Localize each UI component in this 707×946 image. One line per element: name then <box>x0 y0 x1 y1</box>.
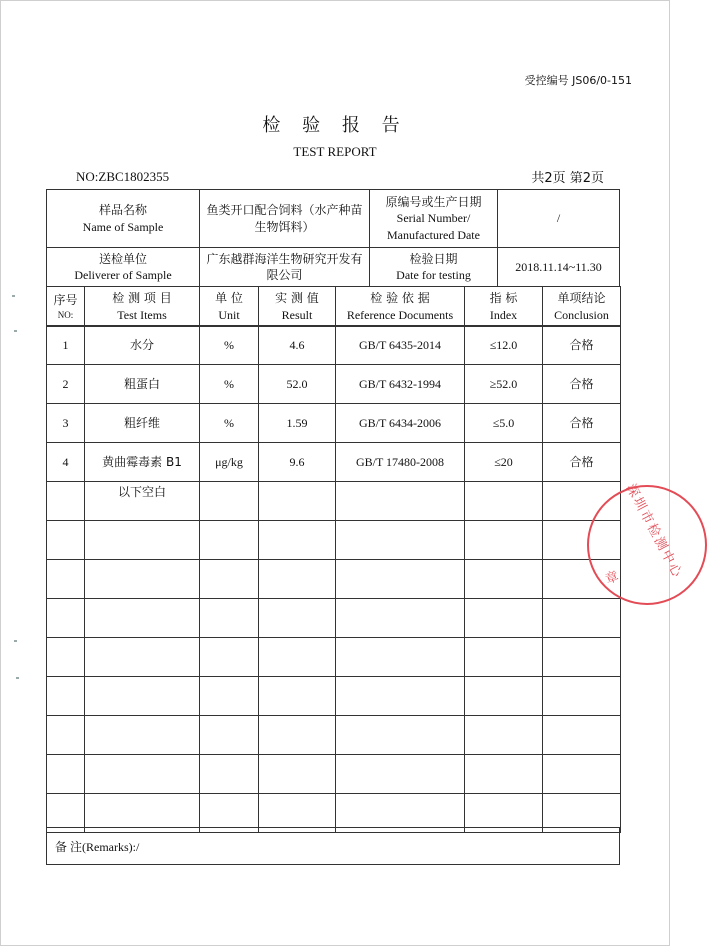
table-cell-reference <box>335 598 465 638</box>
cell-text: 9.6 <box>289 454 305 469</box>
table-cell-unit <box>199 637 259 677</box>
column-header-en: Index <box>489 307 518 322</box>
column-header-item <box>84 286 200 327</box>
table-cell-reference <box>335 481 465 521</box>
table-cell-reference <box>335 442 465 482</box>
table-cell-unit <box>199 403 259 443</box>
column-header-cn: 序号 <box>53 293 78 308</box>
table-cell-reference <box>335 364 465 404</box>
table-cell-result <box>258 403 336 443</box>
table-cell-item <box>84 559 200 599</box>
deliverer-label-en: Deliverer of Sample <box>74 268 172 282</box>
table-cell-no <box>46 325 85 365</box>
sample-name-label-en: Name of Sample <box>82 219 164 234</box>
column-header-cn: 单 位 <box>215 291 243 306</box>
column-header-cn: 单项结论 <box>557 291 606 306</box>
table-cell-result <box>258 637 336 677</box>
table-cell-reference <box>335 403 465 443</box>
cell-text: 2 <box>62 376 69 391</box>
column-header-index <box>464 286 543 327</box>
column-header-en: NO: <box>57 309 74 320</box>
test-date-label <box>369 247 498 287</box>
sample-name-label <box>46 189 200 248</box>
test-date-label-cn: 检验日期 <box>409 251 458 266</box>
cell-text: GB/T 6432-1994 <box>358 376 442 391</box>
table-cell-item <box>84 637 200 677</box>
cell-text: % <box>224 415 234 430</box>
cell-text: 1 <box>62 337 69 352</box>
table-cell-result <box>258 442 336 482</box>
table-cell-conclusion <box>542 442 621 482</box>
column-header-cn: 实 测 值 <box>275 291 319 306</box>
cell-text: % <box>224 337 234 352</box>
table-cell-reference <box>335 715 465 755</box>
table-cell-unit <box>199 364 259 404</box>
column-header-reference <box>335 286 465 327</box>
cell-text: ≥52.0 <box>489 376 518 391</box>
column-header-cn: 检 测 项 目 <box>112 291 172 306</box>
table-cell-no <box>46 715 85 755</box>
serial-label-en1: Serial Number/ <box>396 211 471 226</box>
cell-text: GB/T 6435-2014 <box>358 337 442 352</box>
table-cell-index <box>464 598 543 638</box>
remarks-row <box>46 827 620 865</box>
cell-text: GB/T 6434-2006 <box>358 415 442 430</box>
table-cell-result <box>258 676 336 716</box>
table-cell-index <box>464 325 543 365</box>
sample-name-value: 鱼类开口配合饲料（水产种苗生物饵料） <box>199 189 370 248</box>
column-header-en: Unit <box>218 307 240 322</box>
table-cell-item <box>84 715 200 755</box>
table-cell-reference <box>335 559 465 599</box>
table-cell-conclusion <box>542 715 621 755</box>
table-cell-item <box>84 325 200 365</box>
table-cell-index <box>464 754 543 794</box>
table-cell-index <box>464 520 543 560</box>
cell-text: ≤5.0 <box>492 415 515 430</box>
column-header-conclusion <box>542 286 621 327</box>
cell-text: 合格 <box>569 376 594 391</box>
test-date-label-en: Date for testing <box>396 268 471 282</box>
table-cell-result <box>258 715 336 755</box>
cell-text: 粗蛋白 <box>123 376 160 391</box>
table-cell-index <box>464 442 543 482</box>
column-header-en: Conclusion <box>554 307 609 322</box>
cell-text: 3 <box>62 415 69 430</box>
table-cell-result <box>258 325 336 365</box>
table-cell-reference <box>335 676 465 716</box>
control-number: 受控编号 JS06/0-151 <box>524 74 632 87</box>
cell-text: % <box>224 376 234 391</box>
table-cell-index <box>464 715 543 755</box>
inspection-seal <box>587 481 707 605</box>
cell-text: 52.0 <box>286 376 308 391</box>
table-cell-unit <box>199 598 259 638</box>
test-date-value: 2018.11.14~11.30 <box>497 247 620 287</box>
table-cell-unit <box>199 559 259 599</box>
scan-speck <box>12 295 15 297</box>
cell-text: 粗纤维 <box>123 415 160 430</box>
cell-text: 黄曲霉毒素 B1 <box>102 454 182 469</box>
table-cell-unit <box>199 676 259 716</box>
table-cell-item <box>84 754 200 794</box>
deliverer-label-cn: 送检单位 <box>98 251 147 266</box>
column-header-cn: 指 标 <box>489 291 518 306</box>
table-cell-conclusion <box>542 325 621 365</box>
table-cell-result <box>258 481 336 521</box>
table-cell-index <box>464 364 543 404</box>
table-cell-conclusion <box>542 637 621 677</box>
table-cell-item <box>84 442 200 482</box>
table-cell-reference <box>335 637 465 677</box>
deliverer-value: 广东越群海洋生物研究开发有限公司 <box>199 247 370 287</box>
table-cell-unit <box>199 481 259 521</box>
table-cell-unit <box>199 715 259 755</box>
cell-text: 合格 <box>569 454 594 469</box>
seal-text: 深圳市检测中心 <box>622 481 686 582</box>
report-number: NO:ZBC1802355 <box>76 169 170 184</box>
table-cell-index <box>464 676 543 716</box>
serial-label <box>369 189 498 248</box>
table-cell-item <box>84 676 200 716</box>
table-cell-result <box>258 598 336 638</box>
table-cell-unit <box>199 442 259 482</box>
serial-label-cn: 原编号或生产日期 <box>385 195 482 210</box>
column-header-cn: 检 验 依 据 <box>370 291 430 306</box>
table-cell-no <box>46 676 85 716</box>
table-cell-no <box>46 403 85 443</box>
cell-text: ≤20 <box>494 454 513 469</box>
table-cell-result <box>258 364 336 404</box>
table-cell-conclusion <box>542 364 621 404</box>
table-cell-item <box>84 520 200 560</box>
table-cell-reference <box>335 520 465 560</box>
column-header-result <box>258 286 336 327</box>
table-cell-index <box>464 403 543 443</box>
table-cell-index <box>464 637 543 677</box>
seal-mark: 章 <box>603 569 621 588</box>
cell-text: 合格 <box>569 415 594 430</box>
table-cell-index <box>464 481 543 521</box>
deliverer-label <box>46 247 200 287</box>
report-title-en: TEST REPORT <box>293 144 377 159</box>
table-cell-item <box>84 364 200 404</box>
cell-text: 4.6 <box>289 337 305 352</box>
scan-speck <box>16 677 19 679</box>
table-cell-item <box>84 481 200 521</box>
table-cell-conclusion <box>542 676 621 716</box>
table-cell-item <box>84 598 200 638</box>
column-header-en: Test Items <box>117 307 167 322</box>
column-header-unit <box>199 286 259 327</box>
table-cell-conclusion <box>542 403 621 443</box>
table-cell-no <box>46 598 85 638</box>
cell-text: GB/T 17480-2008 <box>355 454 445 469</box>
scan-speck <box>14 640 17 642</box>
scan-speck <box>14 330 17 332</box>
table-cell-result <box>258 559 336 599</box>
column-header-en: Reference Documents <box>346 307 454 322</box>
table-cell-index <box>464 559 543 599</box>
cell-text: 4 <box>62 454 69 469</box>
cell-text: 1.59 <box>286 415 308 430</box>
table-cell-unit <box>199 325 259 365</box>
table-cell-no <box>46 364 85 404</box>
cell-text: ≤12.0 <box>489 337 518 352</box>
table-cell-reference <box>335 325 465 365</box>
column-header-no <box>46 286 85 327</box>
remarks-text: 备 注(Remarks):/ <box>55 839 140 854</box>
serial-label-en2: Manufactured Date <box>387 227 480 242</box>
sample-name-label-cn: 样品名称 <box>98 203 147 218</box>
table-cell-no <box>46 637 85 677</box>
table-cell-conclusion <box>542 754 621 794</box>
table-cell-no <box>46 481 85 521</box>
column-header-en: Result <box>281 307 313 322</box>
report-title-cn: 检 验 报 告 <box>262 115 408 136</box>
cell-text: 以下空白 <box>117 485 166 499</box>
table-cell-no <box>46 442 85 482</box>
table-cell-result <box>258 520 336 560</box>
cell-text: 合格 <box>569 337 594 352</box>
table-cell-reference <box>335 754 465 794</box>
table-cell-no <box>46 754 85 794</box>
table-cell-unit <box>199 520 259 560</box>
table-cell-no <box>46 559 85 599</box>
cell-text: μg/kg <box>215 454 243 469</box>
table-cell-item <box>84 403 200 443</box>
table-cell-result <box>258 754 336 794</box>
table-cell-conclusion <box>542 598 621 638</box>
table-cell-no <box>46 520 85 560</box>
page-info: 共2页 第2页 <box>531 171 604 186</box>
cell-text: 水分 <box>129 337 154 352</box>
table-cell-unit <box>199 754 259 794</box>
serial-value: / <box>497 189 620 248</box>
